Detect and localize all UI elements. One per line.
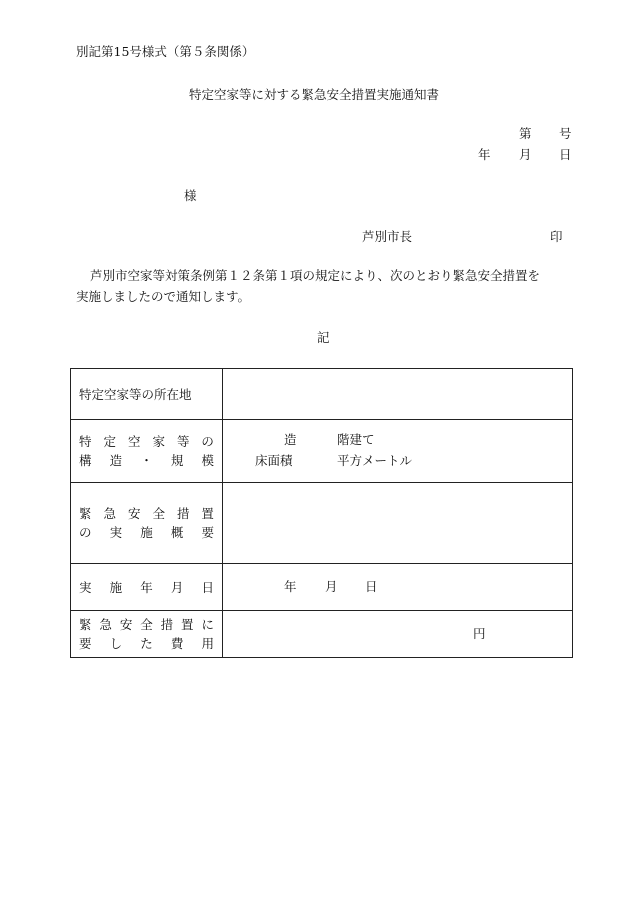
label-char: の (201, 434, 214, 449)
label-char: 緊 (79, 506, 92, 521)
label-char: 概 (170, 525, 184, 540)
label-char: の (79, 525, 92, 540)
label-char: 定 (103, 434, 116, 449)
label-char: 措 (160, 617, 174, 632)
table-row (71, 611, 573, 658)
form-number: 別記第15号様式（第５条関係） (76, 44, 255, 59)
label-char: に (201, 617, 214, 632)
table-row (71, 369, 573, 420)
label-structure-scale (71, 420, 223, 483)
label-char: 用 (201, 636, 214, 651)
label-expense (71, 611, 223, 658)
table-row (71, 564, 573, 611)
label-char: 日 (201, 579, 214, 595)
label-location (71, 369, 223, 420)
label-char: 年 (140, 579, 153, 595)
label-char: ・ (140, 453, 153, 468)
recipient-honorific: 様 (184, 188, 197, 203)
yen-unit: 円 (473, 626, 486, 641)
label-char: 家 (152, 434, 165, 449)
structure-floors: 階建て (337, 432, 375, 447)
label-char: 置 (201, 506, 214, 521)
label-char: 費 (170, 636, 184, 651)
seal-mark: 印 (550, 229, 563, 244)
label-char: 施 (109, 579, 123, 595)
floor-area-unit: 平方メートル (337, 453, 413, 468)
value-expense (223, 611, 573, 658)
body-line-2: 実施しましたので通知します。 (76, 289, 251, 304)
label-char: 造 (109, 453, 123, 468)
document-title: 特定空家等に対する緊急安全措置実施通知書 (189, 87, 440, 102)
label-char: た (140, 636, 153, 651)
label-char: 急 (103, 506, 116, 521)
label-char: 模 (201, 453, 214, 468)
details-table (70, 368, 573, 658)
label-char: 実 (109, 525, 123, 540)
table-row (71, 483, 573, 564)
label-char: 全 (140, 617, 153, 632)
label-char: 緊 (79, 617, 92, 632)
label-char: 施 (140, 525, 153, 540)
number-go: 号 (559, 126, 572, 141)
floor-area-label: 床面積 (255, 453, 293, 468)
value-location (223, 369, 573, 420)
label-char: 置 (181, 617, 194, 632)
label-char: し (109, 636, 123, 651)
number-dai: 第 (519, 126, 532, 141)
label-char: 等 (176, 434, 190, 449)
label-char: 構 (79, 453, 92, 468)
value-measure-summary (223, 483, 573, 564)
label-char: 全 (152, 506, 165, 521)
label-implementation-date (71, 564, 223, 611)
label-char: 急 (99, 617, 112, 632)
sender-name: 芦別市長 (362, 229, 413, 244)
label-char: 規 (170, 453, 184, 468)
label-measure-summary (71, 483, 223, 564)
structure-zo: 造 (284, 432, 297, 447)
label-char: 安 (119, 617, 133, 632)
label-char: 安 (127, 506, 141, 521)
label-char: 特 (79, 434, 92, 449)
label-text: 特定空家等の所在地 (79, 386, 192, 402)
label-char: 月 (170, 579, 184, 595)
date-year: 年 (478, 147, 491, 162)
date-day: 日 (559, 147, 572, 162)
impl-day: 日 (365, 579, 378, 594)
label-char: 実 (79, 579, 92, 595)
impl-month: 月 (325, 579, 338, 594)
label-char: 要 (201, 525, 214, 540)
value-implementation-date (223, 564, 573, 611)
date-month: 月 (519, 147, 532, 162)
table-row (71, 420, 573, 483)
label-char: 要 (79, 636, 92, 651)
ki-heading: 記 (317, 330, 330, 345)
label-char: 空 (127, 434, 141, 449)
label-char: 措 (176, 506, 190, 521)
value-structure-scale (223, 420, 573, 483)
impl-year: 年 (284, 579, 297, 594)
body-line-1: 芦別市空家等対策条例第１２条第１項の規定により、次のとおり緊急安全措置を (90, 268, 541, 283)
